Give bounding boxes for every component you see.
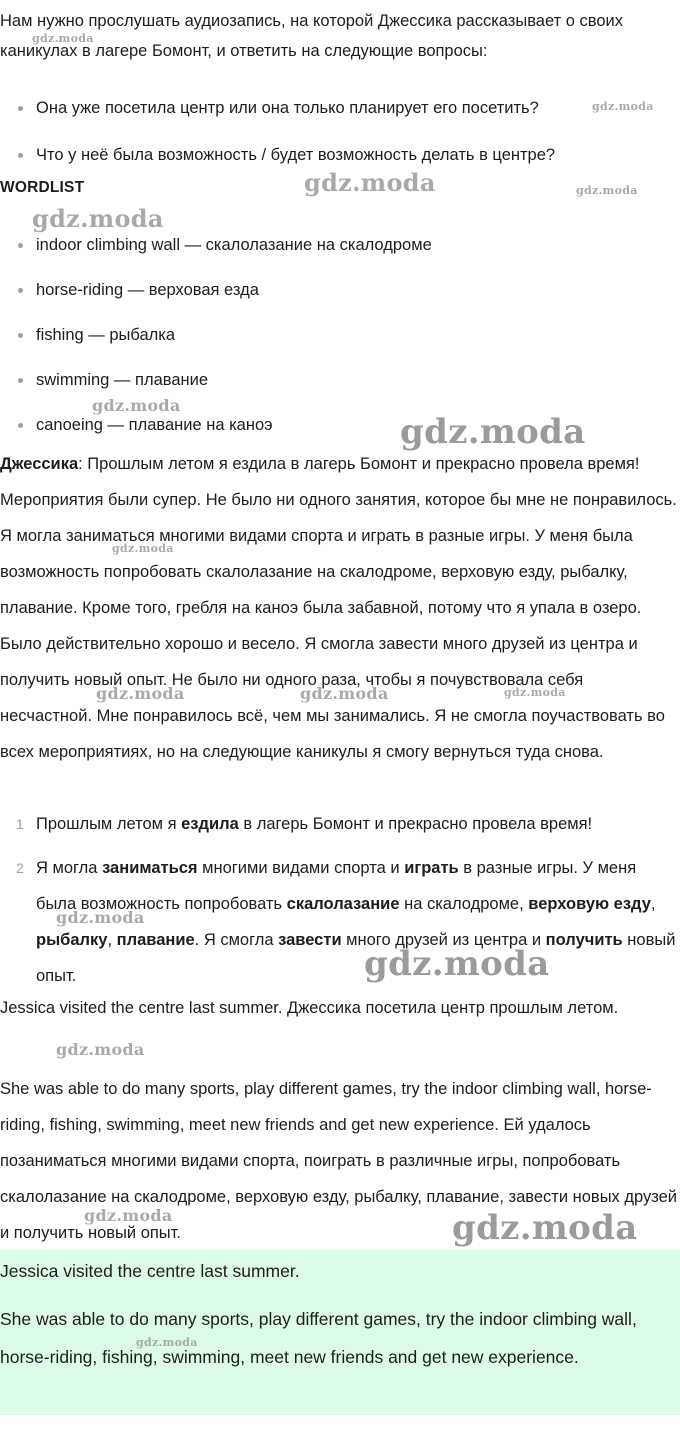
watermark: gdz.moda [136, 1336, 198, 1349]
watermark: gdz.moda [96, 684, 185, 703]
bold-word: заниматься [102, 859, 198, 877]
watermark: gdz.moda [364, 944, 550, 984]
list-number: 1 [16, 816, 24, 832]
word-entry: fishing — рыбалка [36, 326, 176, 344]
bullet-icon [18, 378, 23, 383]
text-run: Прошлым летом я [36, 815, 182, 833]
wordlist-heading: WORDLIST [0, 179, 85, 196]
answer-line: Jessica visited the centre last summer. [0, 1261, 300, 1281]
text-run: новый опыт. [36, 931, 676, 985]
bold-word: получить [545, 931, 623, 949]
bullet-icon [18, 106, 23, 111]
watermark: gdz.moda [300, 684, 389, 703]
bold-word: завести [278, 931, 342, 949]
watermark: gdz.moda [304, 168, 436, 197]
watermark: gdz.moda [112, 542, 174, 555]
translation-paragraph: Jessica visited the centre last summer. Джессика посетила центр прошлым летом. [0, 999, 619, 1017]
watermark: gdz.moda [32, 204, 164, 233]
answer-line: She was able to do many sports, play different games, try the indoor climbing wall, horse-riding, fishing, swimming, meet new friends and get new experience. [0, 1309, 637, 1367]
story-paragraph [0, 446, 678, 770]
list-item [0, 323, 680, 368]
word-entry: indoor climbing wall — скалолазание на скалодроме [36, 236, 432, 254]
bold-word: играть [404, 859, 459, 877]
list-number: 2 [16, 860, 24, 876]
text-run: на скалодроме, [399, 895, 529, 913]
bold-word: рыбалку [36, 931, 108, 949]
bold-word: плавание [116, 931, 195, 949]
list-item [0, 278, 680, 323]
bullet-icon [18, 243, 23, 248]
text-run: многими видами спорта и [197, 859, 405, 877]
bullet-icon [18, 153, 23, 158]
watermark: gdz.moda [84, 1206, 173, 1225]
question-text: Что у неё была возможность / будет возможность делать в центре? [36, 146, 556, 164]
text-run: в разные игры. У меня была возможность попробовать [36, 859, 637, 913]
watermark: gdz.moda [32, 32, 94, 45]
bold-word: скалолазание [286, 895, 400, 913]
text-run: . Я смогла [194, 931, 279, 949]
text-run: , [650, 895, 656, 913]
text-run: в лагерь Бомонт и прекрасно провела время! [238, 815, 593, 833]
watermark: gdz.moda [92, 396, 181, 415]
watermark: gdz.moda [504, 686, 566, 699]
watermark: gdz.moda [56, 908, 145, 927]
text-run: , [107, 931, 117, 949]
watermark: gdz.moda [56, 1040, 145, 1059]
watermark: gdz.moda [452, 1208, 638, 1248]
list-item [0, 96, 680, 143]
word-entry: canoeing — плавание на каноэ [36, 416, 273, 434]
bullet-icon [18, 333, 23, 338]
bullet-icon [18, 423, 23, 428]
bold-word: верховую езду [528, 895, 651, 913]
intro-paragraph: Нам нужно прослушать аудиозапись, на которой Джессика рассказывает о своих каникулах в лагере Бомонт, и ответить на следующие вопросы: [0, 12, 623, 60]
list-item [0, 233, 680, 278]
story-text: : Прошлым летом я ездила в лагерь Бомонт и прекрасно провела время! Мероприятия были супер. Не было ни одного занятия, которое бы мне не понравилось. Я могла заниматься многими видами спорта и играть в разные игры. У меня была возможность попробовать скалолазание на скалодроме, верховую езду, рыбалку, плавание. Кроме того, гребля на каноэ была забавной, потому что я упала в озеро. Было действительно хорошо и весело. Я смогла завести много друзей из центра и получить новый опыт. Не было ни одного раза, чтобы я почувствовала себя несчастной. Мне понравилось всё, чем мы занимались. Я не смогла поучаствовать во всех мероприятиях, но на следующие каникулы я смогу вернуться туда снова. [0, 455, 677, 761]
word-entry: swimming — плавание [36, 371, 209, 389]
text-run: Я могла [36, 859, 103, 877]
numbered-list [0, 806, 680, 1002]
numbered-text [36, 815, 592, 833]
watermark: gdz.moda [592, 100, 654, 113]
text-run: много друзей из центра и [341, 931, 546, 949]
translation-paragraph: She was able to do many sports, play different games, try the indoor climbing wall, horse-riding, fishing, swimming, meet new friends and get new experience. Ей удалось позаниматься многими видами спорта, поиграть в различные игры, попробовать скалолазание на скалодроме, верховую езду, рыбалку, плавание, завести новых друзей и получить новый опыт. [0, 1080, 678, 1242]
list-item [0, 806, 680, 842]
question-text: Она уже посетила центр или она только планирует его посетить? [36, 99, 539, 117]
bold-word: ездила [181, 815, 239, 833]
watermark: gdz.moda [400, 412, 586, 452]
bullet-icon [18, 288, 23, 293]
word-entry: horse-riding — верховая езда [36, 281, 259, 299]
watermark: gdz.moda [576, 184, 638, 197]
speaker-name: Джессика [0, 455, 79, 473]
